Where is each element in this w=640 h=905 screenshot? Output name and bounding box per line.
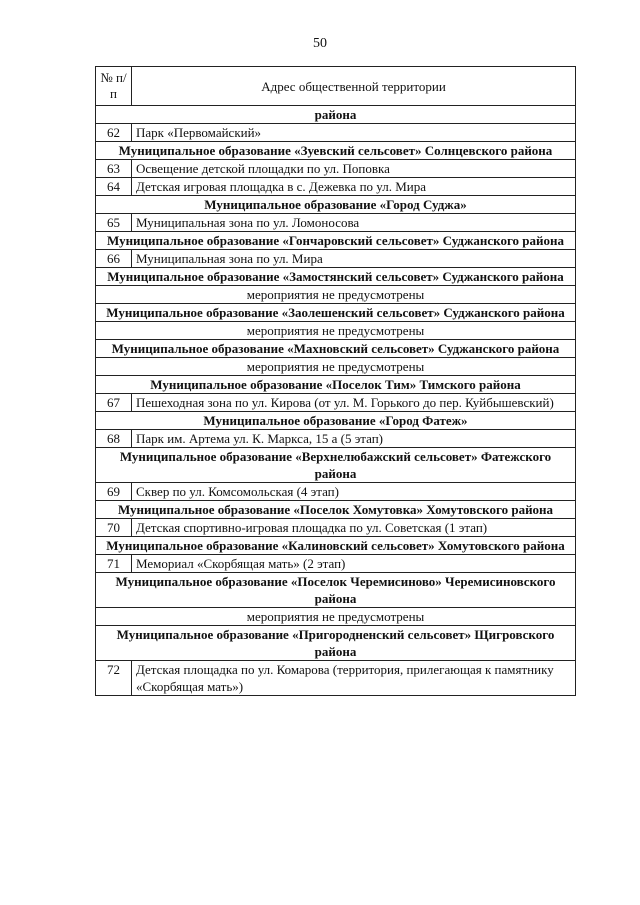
- section-title: Муниципальное образование «Замостянский сельсовет» Суджанского района: [96, 268, 576, 286]
- row-number: 69: [96, 483, 132, 501]
- row-number: 62: [96, 124, 132, 142]
- no-measures-text: мероприятия не предусмотрены: [96, 286, 576, 304]
- table-row: [96, 250, 576, 268]
- section-row: [96, 501, 576, 519]
- section-row: [96, 268, 576, 286]
- section-title: Муниципальное образование «Заолешенский сельсовет» Суджанского района: [96, 304, 576, 322]
- row-number: 66: [96, 250, 132, 268]
- row-address: Детская спортивно-игровая площадка по ул. Советская (1 этап): [132, 519, 576, 537]
- section-title: Муниципальное образование «Город Фатеж»: [96, 412, 576, 430]
- row-number: 65: [96, 214, 132, 232]
- table-row: [96, 124, 576, 142]
- section-title: Муниципальное образование «Махновский сельсовет» Суджанского района: [96, 340, 576, 358]
- no-measures-row: [96, 286, 576, 304]
- header-address: Адрес общественной территории: [132, 67, 576, 106]
- row-number: 72: [96, 661, 132, 696]
- row-number: 63: [96, 160, 132, 178]
- no-measures-row: [96, 358, 576, 376]
- table-row: [96, 661, 576, 696]
- section-row: [96, 304, 576, 322]
- section-row: [96, 142, 576, 160]
- no-measures-text: мероприятия не предусмотрены: [96, 608, 576, 626]
- section-row: [96, 573, 576, 608]
- section-title: Муниципальное образование «Поселок Хомутовка» Хомутовского района: [96, 501, 576, 519]
- territories-table: [95, 66, 576, 696]
- row-address: Пешеходная зона по ул. Кирова (от ул. М. Горького до пер. Куйбышевский): [132, 394, 576, 412]
- section-row: [96, 537, 576, 555]
- section-title: Муниципальное образование «Город Суджа»: [96, 196, 576, 214]
- table-row: [96, 519, 576, 537]
- table-body: [96, 106, 576, 696]
- row-number: 64: [96, 178, 132, 196]
- section-title: Муниципальное образование «Гончаровский сельсовет» Суджанского района: [96, 232, 576, 250]
- row-number: 67: [96, 394, 132, 412]
- no-measures-row: [96, 322, 576, 340]
- section-row: [96, 626, 576, 661]
- section-title: Муниципальное образование «Пригородненский сельсовет» Щигровского района: [96, 626, 576, 661]
- section-row: [96, 196, 576, 214]
- row-address: Муниципальная зона по ул. Мира: [132, 250, 576, 268]
- row-address: Детская игровая площадка в с. Дежевка по ул. Мира: [132, 178, 576, 196]
- row-address: Сквер по ул. Комсомольская (4 этап): [132, 483, 576, 501]
- section-title: Муниципальное образование «Зуевский сельсовет» Солнцевского района: [96, 142, 576, 160]
- row-address: Детская площадка по ул. Комарова (территория, прилегающая к памятнику «Скорбящая мать»): [132, 661, 576, 696]
- table-row: [96, 555, 576, 573]
- section-title: Муниципальное образование «Поселок Черемисиново» Черемисиновского района: [96, 573, 576, 608]
- table-row: [96, 394, 576, 412]
- page-number: 50: [313, 36, 327, 51]
- row-number: 71: [96, 555, 132, 573]
- section-title: района: [96, 106, 576, 124]
- header-number: № п/п: [96, 67, 132, 106]
- section-row: [96, 340, 576, 358]
- row-number: 70: [96, 519, 132, 537]
- table-header-row: [96, 67, 576, 106]
- row-address: Освещение детской площадки по ул. Поповка: [132, 160, 576, 178]
- section-title: Муниципальное образование «Верхнелюбажский сельсовет» Фатежского района: [96, 448, 576, 483]
- no-measures-row: [96, 608, 576, 626]
- table-row: [96, 160, 576, 178]
- table-row: [96, 214, 576, 232]
- section-row: [96, 106, 576, 124]
- row-address: Парк «Первомайский»: [132, 124, 576, 142]
- section-row: [96, 232, 576, 250]
- table-row: [96, 483, 576, 501]
- table-row: [96, 178, 576, 196]
- row-number: 68: [96, 430, 132, 448]
- section-row: [96, 448, 576, 483]
- table-row: [96, 430, 576, 448]
- no-measures-text: мероприятия не предусмотрены: [96, 358, 576, 376]
- section-title: Муниципальное образование «Поселок Тим» Тимского района: [96, 376, 576, 394]
- section-row: [96, 376, 576, 394]
- no-measures-text: мероприятия не предусмотрены: [96, 322, 576, 340]
- section-title: Муниципальное образование «Калиновский сельсовет» Хомутовского района: [96, 537, 576, 555]
- row-address: Мемориал «Скорбящая мать» (2 этап): [132, 555, 576, 573]
- row-address: Парк им. Артема ул. К. Маркса, 15 а (5 этап): [132, 430, 576, 448]
- section-row: [96, 412, 576, 430]
- row-address: Муниципальная зона по ул. Ломоносова: [132, 214, 576, 232]
